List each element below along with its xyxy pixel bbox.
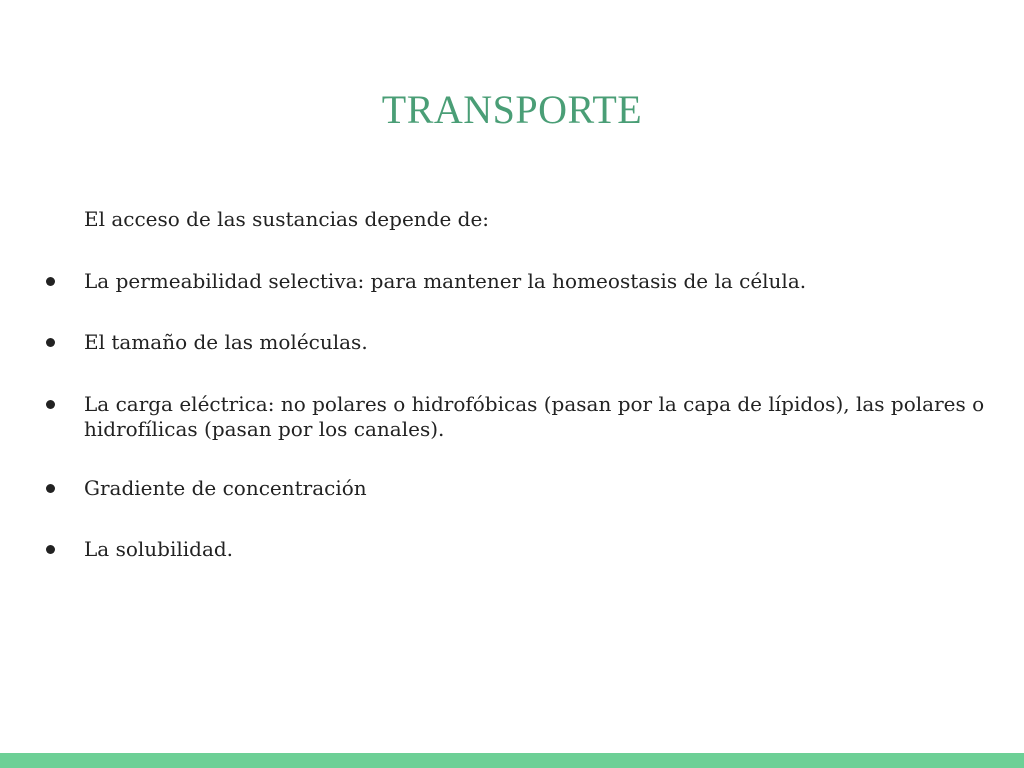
bullet-item-molecule-size	[84, 330, 994, 355]
bullet-dot-icon	[46, 277, 55, 286]
bullet-item-permeability	[84, 269, 994, 294]
bullet-dot-icon	[46, 400, 55, 409]
bullet-item-solubility	[84, 537, 994, 562]
bullet-text: La carga eléctrica: no polares o hidrofóbicas (pasan por la capa de lípidos), las polares o hidrofílicas (pasan por los canales).	[84, 392, 985, 441]
bottom-accent-bar	[0, 753, 1024, 768]
bullet-text: El tamaño de las moléculas.	[84, 330, 368, 354]
bullet-item-electric-charge	[84, 392, 994, 442]
bullet-dot-icon	[46, 484, 55, 493]
bullet-dot-icon	[46, 338, 55, 347]
bullet-text: La solubilidad.	[84, 537, 234, 561]
intro-text: El acceso de las sustancias depende de:	[84, 207, 490, 231]
bullet-text: La permeabilidad selectiva: para mantener la homeostasis de la célula.	[84, 269, 807, 293]
bullet-text: Gradiente de concentración	[84, 476, 367, 500]
bullet-item-concentration-gradient	[84, 476, 994, 501]
slide-title: TRANSPORTE	[381, 87, 643, 132]
bullet-dot-icon	[46, 545, 55, 554]
